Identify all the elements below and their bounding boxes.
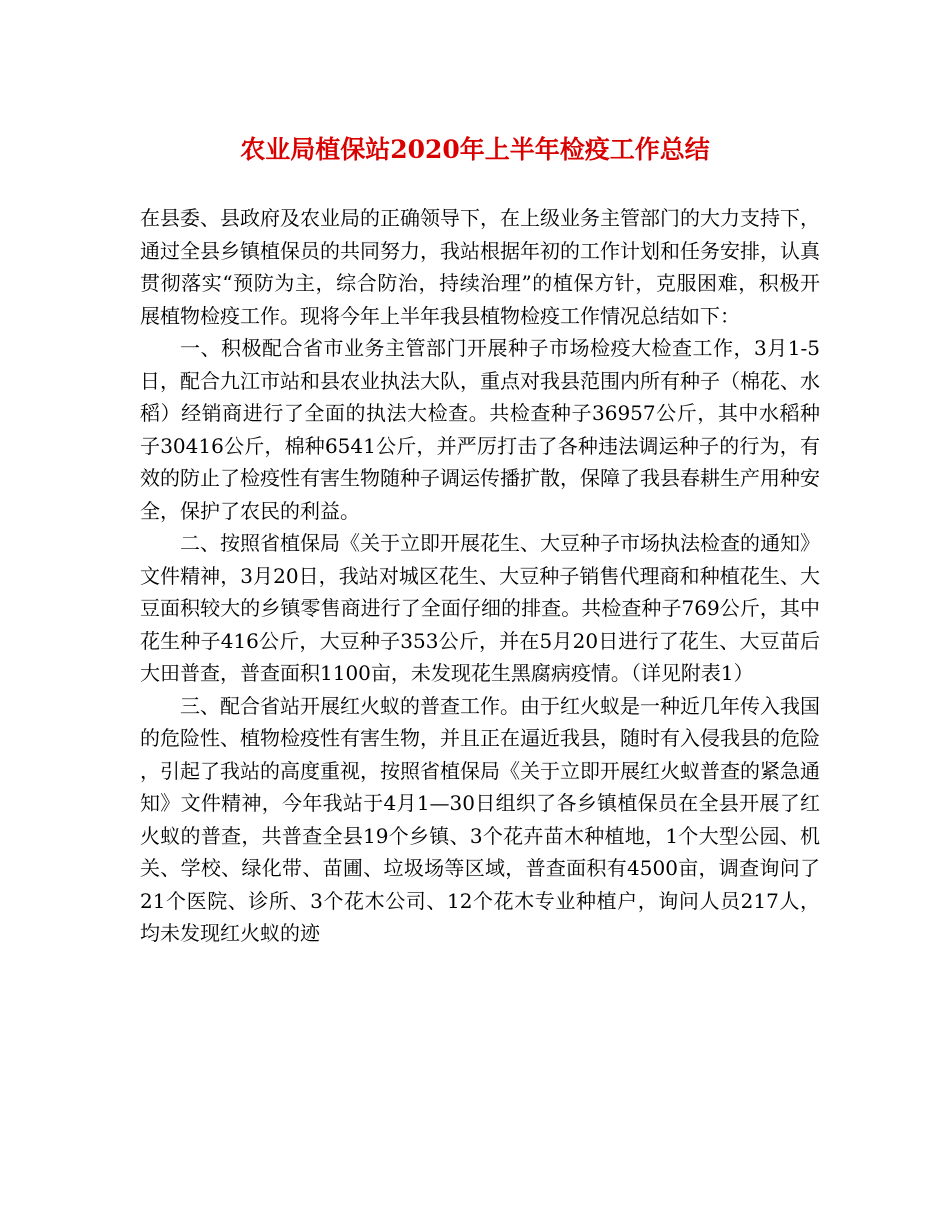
section-2-paragraph: 二、按照省植保局《关于立即开展花生、大豆种子市场执法检查的通知》文件精神，3月20日，我站对城区花生、大豆种子销售代理商和种植花生、大豆面积较大的乡镇零售商进行了全面仔细的排查。共检查种子769公斤，其中花生种子416公斤，大豆种子353公斤，并在5月20日进行了花生、大豆苗后大田普查，普查面积1100亩，未发现花生黑腐病疫情。（详见附表1） — [140, 531, 820, 685]
document-title: 农业局植保站2020年上半年检疫工作总结 — [240, 135, 710, 164]
section-1-paragraph: 一、积极配合省市业务主管部门开展种子市场检疫大检查工作，3月1-5日，配合九江市站和县农业执法大队，重点对我县范围内所有种子（棉花、水稻）经销商进行了全面的执法大检查。共检查种子36957公斤，其中水稻种子30416公斤，棉种6541公斤，并严厉打击了各种违法调运种子的行为，有效的防止了检疫性有害生物随种子调运传播扩散，保障了我县春耕生产用种安全，保护了农民的利益。 — [140, 336, 820, 523]
document-body — [140, 202, 820, 950]
section-3-paragraph: 三、配合省站开展红火蚁的普查工作。由于红火蚁是一种近几年传入我国的危险性、植物检疫性有害生物，并且正在逼近我县，随时有入侵我县的危险，引起了我站的高度重视，按照省植保局《关于立即开展红火蚁普查的紧急通知》文件精神，今年我站于4月1—30日组织了各乡镇植保员在全县开展了红火蚁的普查，共普查全县19个乡镇、3个花卉苗木种植地，1个大型公园、机关、学校、绿化带、苗圃、垃圾场等区域，普查面积有4500亩，调查询问了21个医院、诊所、3个花木公司、12个花木专业种植户，询问人员217人，均未发现红火蚁的迹 — [140, 693, 820, 945]
intro-paragraph: 在县委、县政府及农业局的正确领导下，在上级业务主管部门的大力支持下，通过全县乡镇植保员的共同努力，我站根据年初的工作计划和任务安排，认真贯彻落实“预防为主，综合防治，持续治理”的植保方针，克服困难，积极开展植物检疫工作。现将今年上半年我县植物检疫工作情况总结如下： — [140, 206, 820, 328]
